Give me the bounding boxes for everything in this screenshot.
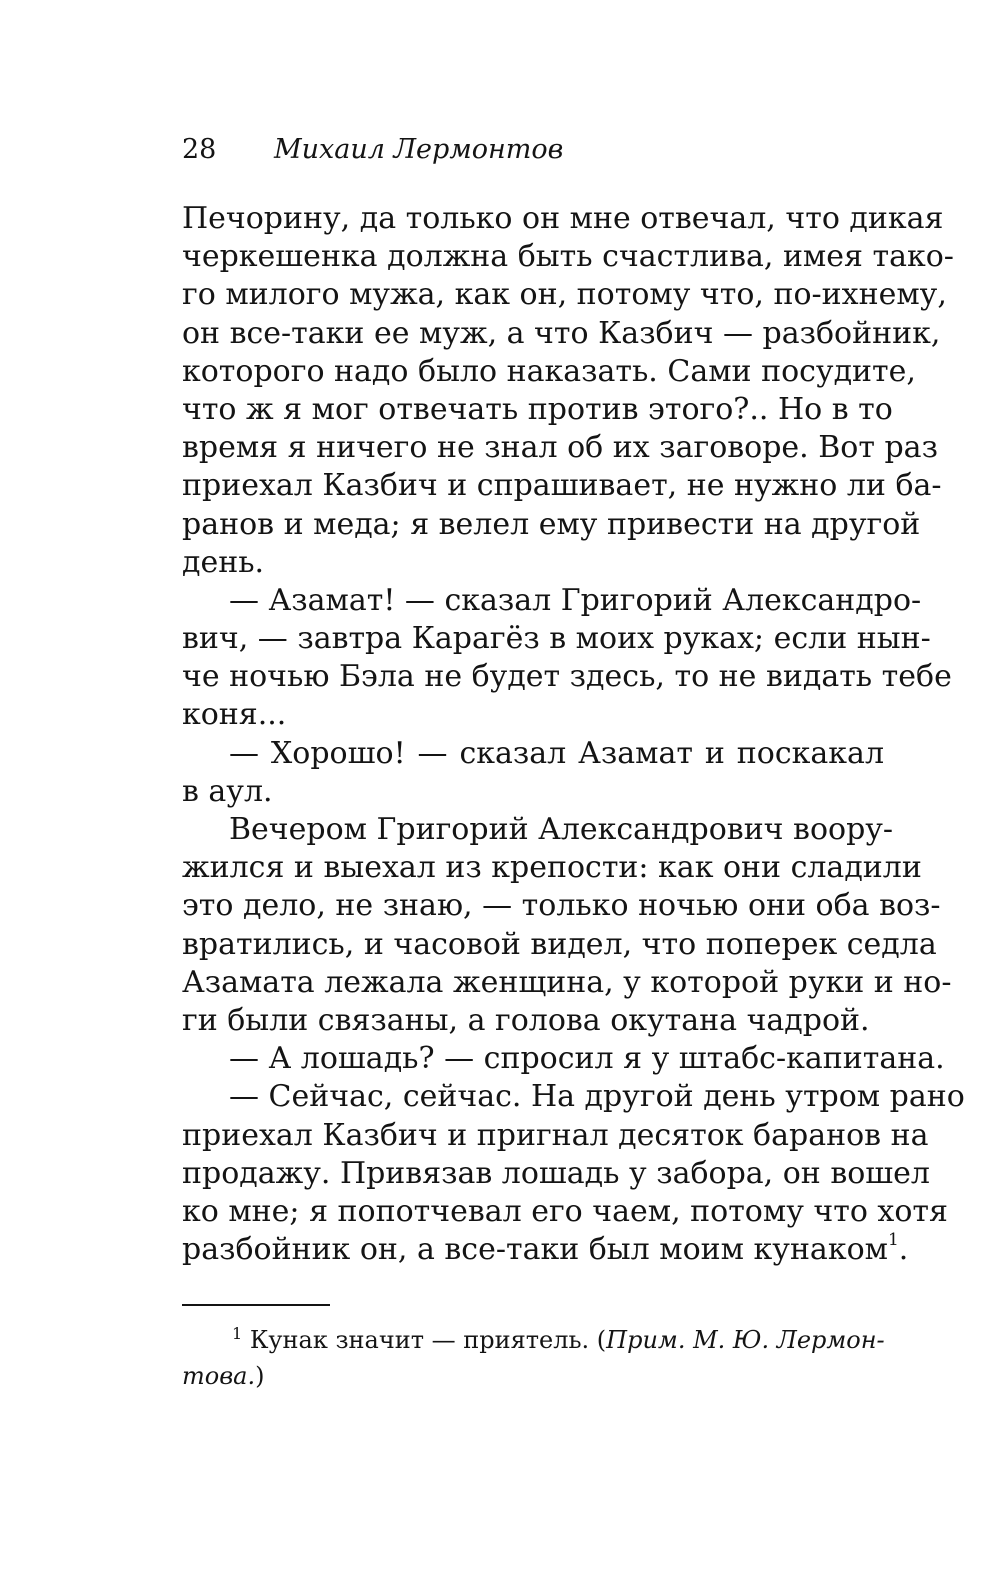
- footnote-line: [182, 1358, 884, 1394]
- final-period: .: [898, 1232, 909, 1268]
- text-line: — А лошадь? — спросил я у штабс-капитана.: [229, 1041, 945, 1077]
- text-line: че ночью Бэла не будет здесь, то не видать тебе: [182, 659, 952, 695]
- text-line: ранов и меда; я велел ему привести на другой: [182, 506, 921, 542]
- text-line: вратились, и часовой видел, что поперек седла: [182, 926, 937, 962]
- text-line: Вечером Григорий Александрович воору-: [229, 812, 894, 847]
- running-title: Михаил Лермонтов: [274, 134, 564, 165]
- text-line: время я ничего не знал об их заговоре. Вот раз: [182, 430, 938, 466]
- text-line: продажу. Привязав лошадь у забора, он вошел: [182, 1155, 930, 1191]
- text-line: — Хорошо! — сказал Азамат и поскакал: [229, 735, 884, 771]
- text-line: — Азамат! — сказал Григорий Александро-: [229, 582, 922, 618]
- text-line-final: [182, 1230, 909, 1269]
- text-line-final-content: разбойник он, а все-таки был моим кунаком: [182, 1232, 888, 1268]
- text-line: в аул.: [182, 773, 273, 809]
- text-line: ги были связаны, а голова окутана чадрой.: [182, 1002, 870, 1038]
- text-line: коня...: [182, 697, 287, 733]
- text-line: жился и выехал из крепости: как они сладили: [182, 850, 922, 886]
- text-line: го милого мужа, как он, потому что, по-ихнему,: [182, 277, 947, 313]
- footnote-text: Кунак значит — приятель. (: [249, 1326, 607, 1354]
- footnote-close: ): [255, 1362, 265, 1390]
- text-line: ко мне; я попотчевал его чаем, потому что хотя: [182, 1193, 948, 1229]
- text-line: день.: [182, 544, 265, 580]
- text-line: — Сейчас, сейчас. На другой день утром рано: [229, 1079, 965, 1115]
- footnote-reference[interactable]: 1: [887, 1230, 899, 1251]
- text-line: приехал Казбич и спрашивает, не нужно ли ба-: [182, 468, 942, 504]
- body-text: [182, 200, 965, 1269]
- footnote-separator: [182, 1304, 330, 1306]
- text-line: приехал Казбич и пригнал десяток баранов на: [182, 1117, 929, 1153]
- text-line: это дело, не знаю, — только ночью они оба воз-: [182, 888, 941, 924]
- footnote-line: [182, 1322, 884, 1358]
- text-line: черкешенка должна быть счастлива, имея тако-: [182, 239, 954, 275]
- footnote-attribution-end: това.: [182, 1362, 256, 1390]
- page-header: [182, 132, 563, 168]
- footnote-attribution: Прим. М. Ю. Лермон-: [606, 1326, 885, 1354]
- text-line: вич, — завтра Карагёз в моих руках; если нын-: [182, 621, 931, 657]
- text-line: Азамата лежала женщина, у которой руки и но-: [182, 964, 952, 1000]
- text-line: Печорину, да только он мне отвечал, что дикая: [182, 201, 944, 236]
- page-number: 28: [182, 134, 217, 165]
- footnote: [182, 1322, 884, 1394]
- text-line: которого надо было наказать. Сами посудите,: [182, 353, 916, 389]
- footnote-mark: 1: [232, 1324, 243, 1343]
- text-line: что ж я мог отвечать против этого?.. Но в то: [182, 391, 893, 427]
- text-line: он все-таки ее муж, а что Казбич — разбойник,: [182, 315, 941, 351]
